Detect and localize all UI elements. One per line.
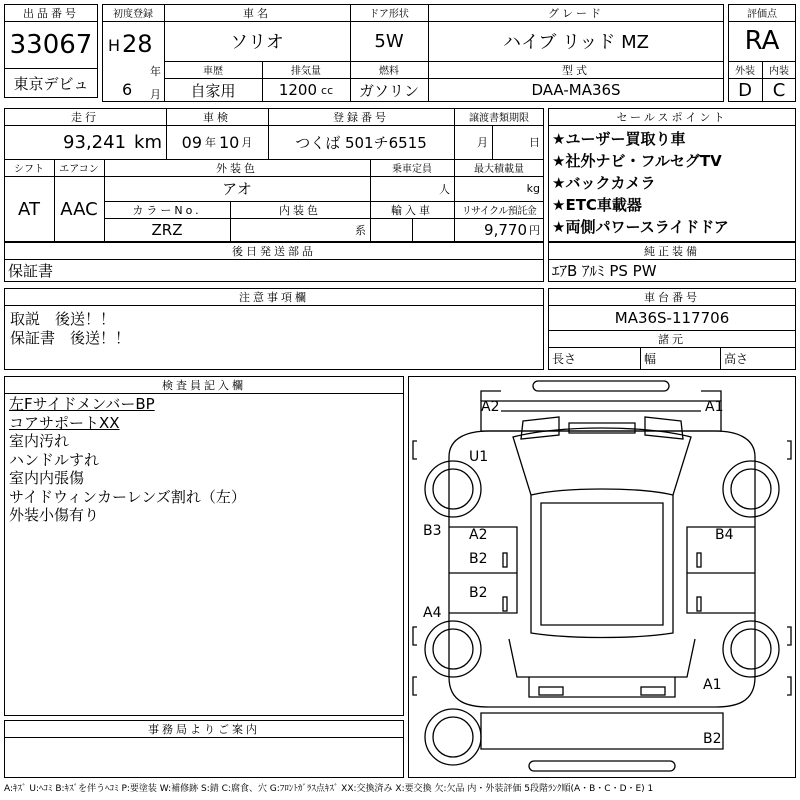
transfer-day-unit: 日 [529, 136, 540, 149]
grade-label: グレード [548, 6, 604, 20]
interior-label: 内装 [769, 66, 789, 77]
recycle-fee: 9,770 円 [484, 221, 540, 239]
era: H [108, 36, 121, 55]
exterior-grade: D [738, 79, 752, 101]
car-name-label: 車名 [243, 6, 271, 20]
model-label: 型式 [562, 63, 590, 77]
inspector-line: ハンドルすれ [9, 450, 100, 469]
exterior-label: 外装 [735, 66, 755, 77]
notes-label: 注意事項欄 [239, 290, 309, 304]
capacity-unit: 人 [439, 182, 450, 196]
equipment: ｴｱB ｱﾙﾐ PS PW [552, 262, 657, 280]
inspector-line: 室内内張傷 [9, 469, 85, 487]
notes-text [10, 310, 130, 347]
ac-label: エアコン [59, 164, 99, 175]
damage-mark-b3: B3 [423, 523, 442, 539]
month-unit: 月 [150, 88, 161, 101]
grade: ハイブ リッド MZ [502, 32, 650, 53]
color-number-label: カラーNo. [132, 203, 202, 217]
exterior-color: アオ [222, 180, 252, 198]
model-code: DAA-MA36S [531, 81, 621, 99]
note-line: 保証書 後送！！ [10, 328, 131, 347]
first-reg-year: 28 [122, 30, 153, 58]
max-load-label: 最大積載量 [474, 164, 524, 175]
history-label: 車歴 [203, 66, 223, 77]
inspector-line: コアサポートXX [9, 413, 120, 432]
first-reg-label: 初度登録 [113, 9, 153, 20]
color-number: ZRZ [151, 221, 183, 239]
spec-width: 幅 [644, 352, 657, 366]
first-reg-month: 6 [122, 80, 133, 99]
sales-points-label: セールスポイント [616, 110, 728, 124]
displacement: 1200 cc [278, 81, 334, 99]
legend: A:ｷｽﾞ U:ﾍｺﾐ B:ｷｽﾞを伴うﾍｺﾐ P:要塗装 W:補修跡 S:錆 C:腐食、穴 G:ﾌﾛﾝﾄｶﾞﾗｽ点ｷｽﾞ XX:交換済み X:要交換 欠:欠品 内・外装評価 5段階ﾗﾝｸ順(A・B・C・D・E) 1 [4, 784, 654, 794]
spec-length: 長さ [552, 352, 577, 366]
inspector-line: 室内汚れ [9, 432, 70, 450]
car-diagram [408, 376, 796, 778]
interior-color-unit: 系 [355, 224, 366, 237]
sales-points-list [552, 128, 794, 238]
inspector-notes [9, 395, 246, 525]
sales-point: ★ETC車載器 [552, 196, 642, 214]
shift-label: シフト [14, 164, 44, 175]
mileage: 93,241 km [63, 131, 162, 153]
import-label: 輸入車 [391, 203, 433, 217]
shipping-label: 後日発送部品 [232, 244, 316, 258]
shift: AT [18, 198, 40, 220]
damage-mark-b2-rear-door: B2 [469, 585, 488, 601]
damage-mark-a2-front: A2 [481, 399, 500, 415]
interior-grade: C [772, 79, 786, 101]
inspector-label: 検査員記入欄 [162, 378, 246, 392]
damage-mark-b4: B4 [715, 527, 734, 543]
sales-point: ★両側パワースライドドア [552, 218, 729, 236]
office-label: 事務局よりご案内 [148, 722, 260, 736]
displacement-label: 排気量 [291, 66, 321, 77]
mileage-label: 走行 [71, 110, 99, 124]
car-name: ソリオ [230, 32, 284, 53]
inspector-line: 外装小傷有り [9, 506, 100, 524]
door-type: 5W [374, 30, 404, 52]
sales-point: ★バックカメラ [552, 174, 656, 192]
fuel: ガソリン [358, 81, 419, 100]
debut-badge: 東京デビュ [13, 74, 89, 93]
color-label: 外装色 [216, 161, 258, 175]
inspection-date: 09 年 10 月 [181, 132, 253, 152]
inspector-line: サイドウィンカーレンズ割れ（左） [9, 487, 246, 506]
damage-mark-a1-rear: A1 [703, 677, 722, 693]
history: 自家用 [190, 81, 236, 100]
damage-mark-a1-front: A1 [705, 399, 724, 415]
equipment-label: 純正装備 [644, 244, 700, 258]
chassis-label: 車台番号 [644, 290, 700, 304]
door-label: ドア形状 [369, 9, 409, 20]
sales-point: ★ユーザー買取り車 [552, 130, 686, 148]
fuel-label: 燃料 [379, 66, 399, 77]
spec-height: 高さ [724, 352, 749, 366]
chassis-number: MA36S-117706 [614, 308, 730, 327]
note-line: 取説 後送！！ [10, 310, 116, 328]
lot-number: 33067 [9, 29, 93, 60]
transfer-month-unit: 月 [477, 136, 488, 149]
damage-mark-a4: A4 [423, 605, 442, 621]
recycle-label: リサイクル預託金 [461, 206, 537, 217]
damage-mark-a2-door: A2 [469, 527, 488, 543]
air-conditioner: AAC [60, 198, 98, 220]
score: RA [744, 26, 780, 56]
capacity-label: 乗車定員 [392, 164, 432, 175]
score-label: 評価点 [747, 9, 777, 20]
sales-point: ★社外ナビ・フルセグTV [552, 152, 722, 170]
transfer-deadline-label: 譲渡書類期限 [469, 113, 529, 124]
interior-color-label: 内装色 [279, 203, 321, 217]
inspection-label: 車検 [203, 110, 231, 124]
lot-number-label: 出品番号 [23, 6, 79, 20]
plate-number: つくば 501チ6515 [295, 133, 427, 152]
specs-label: 諸元 [658, 332, 686, 346]
plate-label: 登録番号 [333, 110, 389, 124]
damage-mark-b2-rear: B2 [703, 731, 722, 747]
load-unit: kg [526, 182, 540, 195]
inspector-line: 左FサイドメンバーBP [9, 395, 155, 413]
damage-mark-b2-door: B2 [469, 551, 488, 567]
damage-mark-u1: U1 [469, 449, 489, 465]
year-unit: 年 [150, 65, 161, 78]
shipping-parts: 保証書 [8, 262, 54, 280]
